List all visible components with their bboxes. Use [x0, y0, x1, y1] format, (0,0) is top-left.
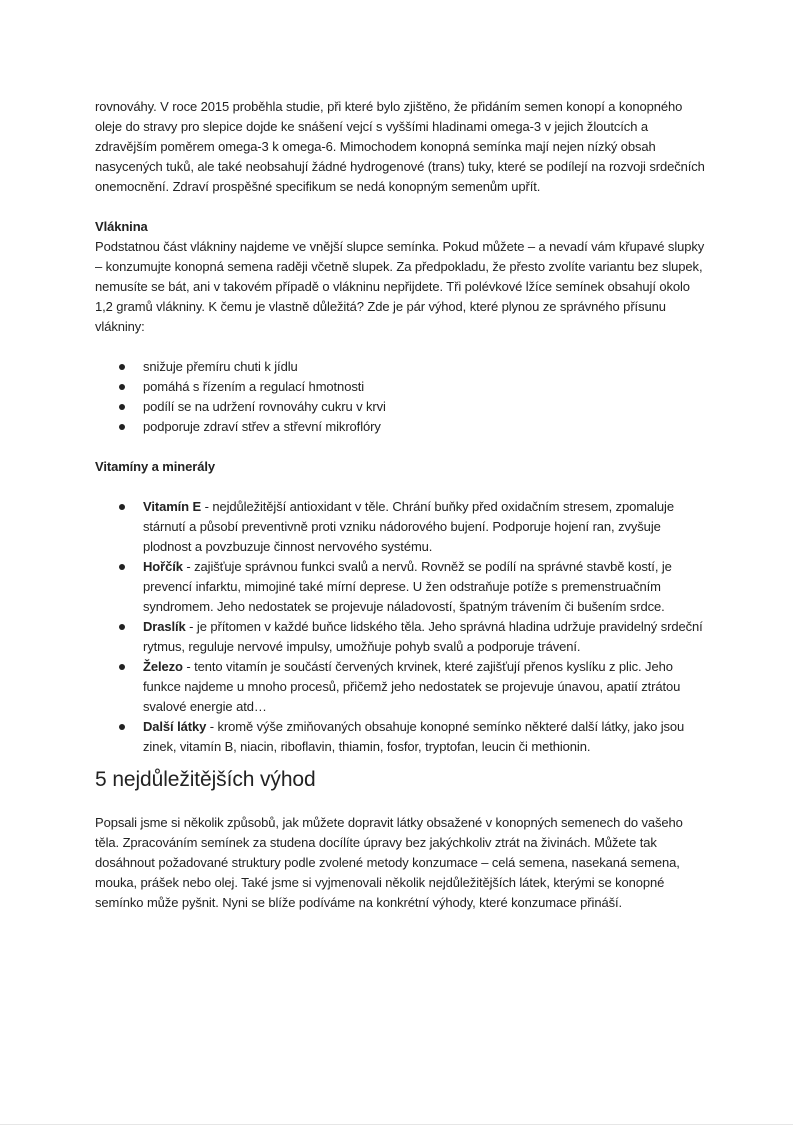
bullet-icon	[119, 624, 125, 630]
list-item-text: podporuje zdraví střev a střevní mikroflóry	[143, 419, 381, 434]
fiber-paragraph: Podstatnou část vlákniny najdeme ve vnější slupce semínka. Pokud můžete – a nevadí vám křupavé slupky – konzumujte konopná semena raději včetně slupek. Za předpokladu, že přesto zvolíte variantu bez slupek, nemusíte se bát, ani v takovém případě o vlákninu nepřijdete. Tři polévkové lžíce semínek obsahují okolo 1,2 gramů vlákniny. K čemu je vlastně důležitá? Zde je pár výhod, které plynou ze správného přísunu vlákniny:	[95, 239, 705, 334]
list-item-term: Vitamín E	[143, 499, 202, 514]
list-item-term: Draslík	[143, 619, 186, 634]
spacer	[95, 477, 707, 497]
vitamins-heading: Vitamíny a minerály	[95, 459, 215, 474]
list-item-text: - zajišťuje správnou funkci svalů a nervů. Rovněž se podílí na správné stavbě kostí, je prevencí infarktu, mimojiné také mírní deprese. U žen odstraňuje potíže s premenstruačním syndromem. Jeho nedostatek se projevuje náladovostí, špatným trávením či bušením srdce.	[143, 559, 672, 614]
list-item	[95, 497, 707, 557]
spacer	[95, 197, 707, 217]
bullet-icon	[119, 384, 125, 390]
vitamins-list	[95, 497, 707, 757]
list-item	[95, 557, 707, 617]
bullet-icon	[119, 564, 125, 570]
spacer	[95, 337, 707, 357]
list-item	[95, 377, 707, 397]
list-item-text: - tento vitamín je součástí červených krvinek, které zajišťují přenos kyslíku z plic. Jeho funkce najdeme u mnoho procesů, přičemž jeho nedostatek se projevuje únavou, apatií ztrátou svalové energie atd…	[143, 659, 681, 714]
list-item	[95, 397, 707, 417]
list-item	[95, 717, 707, 757]
list-item	[95, 617, 707, 657]
list-item-term: Další látky	[143, 719, 207, 734]
fiber-list	[95, 357, 707, 437]
bullet-icon	[119, 404, 125, 410]
bullet-icon	[119, 664, 125, 670]
spacer	[95, 437, 707, 457]
page-bottom-divider	[0, 1124, 793, 1125]
bullet-icon	[119, 724, 125, 730]
list-item-term: Hořčík	[143, 559, 183, 574]
bullet-icon	[119, 424, 125, 430]
list-item	[95, 357, 707, 377]
list-item	[95, 657, 707, 717]
benefits-heading: 5 nejdůležitějších výhod	[95, 768, 316, 791]
list-item-text: - je přítomen v každé buňce lidského těla. Jeho správná hladina udržuje pravidelný srdeční rytmus, reguluje nervové impulsy, umožňuje pohyb svalů a podporuje trávení.	[143, 619, 703, 654]
list-item	[95, 417, 707, 437]
bullet-icon	[119, 504, 125, 510]
list-item-text: snižuje přemíru chuti k jídlu	[143, 359, 298, 374]
fiber-heading: Vláknina	[95, 219, 148, 234]
bullet-icon	[119, 364, 125, 370]
benefits-paragraph: Popsali jsme si několik způsobů, jak můžete dopravit látky obsažené v konopných semenech do vašeho těla. Zpracováním semínek za studena docílíte úpravy bez jakýchkoliv ztrát na živinách. Můžete tak dosáhnout požadované struktury podle zvolené metody konzumace – celá semena, nasekaná semena, mouka, prášek nebo olej. Také jsme si vyjmenovali několik nejdůležitějších látek, kterými se konopné semínko může pyšnit. Nyni se blíže podíváme na konkrétní výhody, které konzumace přináší.	[95, 815, 683, 910]
list-item-term: Železo	[143, 659, 183, 674]
list-item-text: pomáhá s řízením a regulací hmotnosti	[143, 379, 365, 394]
list-item-text: - nejdůležitější antioxidant v těle. Chrání buňky před oxidačním stresem, zpomaluje stárnutí a působí preventivně proti vzniku nádorového bujení. Podporuje hojení ran, zvyšuje plodnost a povzbuzuje činnost nervového systému.	[143, 499, 674, 554]
list-item-text: podílí se na udržení rovnováhy cukru v krvi	[143, 399, 386, 414]
intro-paragraph: rovnováhy. V roce 2015 proběhla studie, při které bylo zjištěno, že přidáním semen konopí a konopného oleje do stravy pro slepice dojde ke snášení vejcí s vyššími hladinami omega-3 v jejich žloutcích a zdravějším poměrem omega-3 k omega-6. Mimochodem konopná semínka mají nejen nízký obsah nasycených tuků, ale také neobsahují žádné hydrogenové (trans) tuky, které se podílejí na rozvoji srdečních onemocnění. Zdraví prospěšné specifikum se nedá konopným semenům upřít.	[95, 99, 705, 194]
document-body	[95, 97, 707, 913]
list-item-text: - kromě výše zmiňovaných obsahuje konopné semínko některé další látky, jako jsou zinek, vitamín B, niacin, riboflavin, thiamin, fosfor, tryptofan, leucin či methionin.	[143, 719, 685, 754]
